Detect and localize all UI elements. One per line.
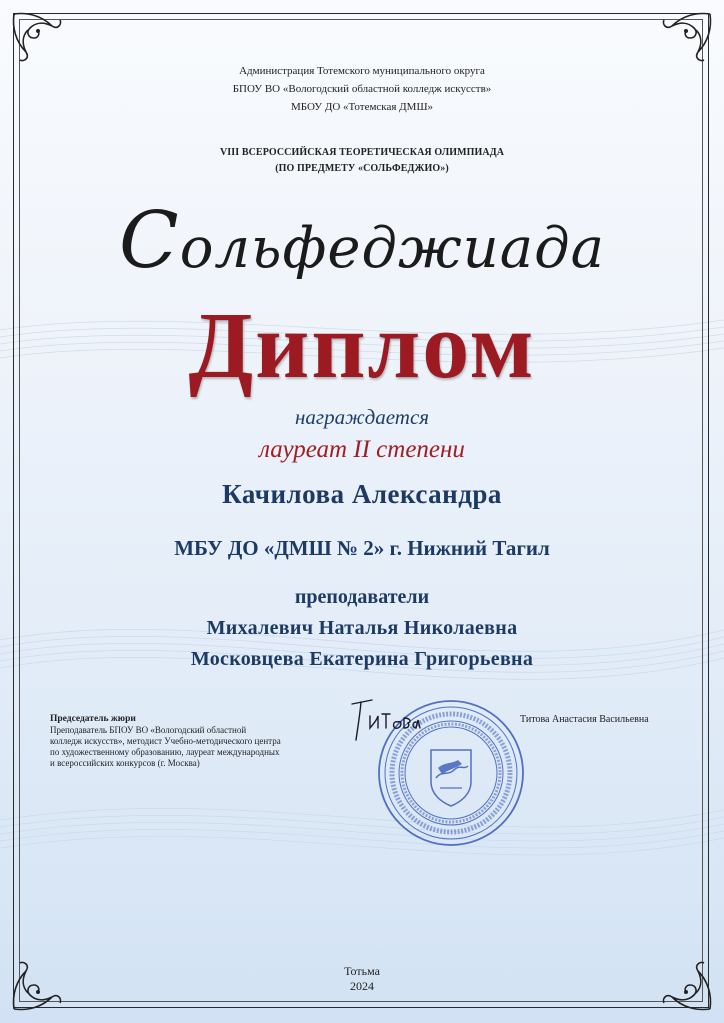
jury-chair-name: Титова Анастасия Васильевна	[520, 714, 649, 725]
jury-description-line: Преподаватель БПОУ ВО «Вологодский областной	[50, 725, 247, 735]
footer	[0, 964, 724, 994]
organizer-line: Администрация Тотемского муниципального округа	[239, 65, 485, 77]
logo-rest: ольфеджиада	[179, 216, 605, 281]
jury-description-line: по художественному образованию, лауреат международных	[50, 747, 280, 757]
diploma-title: Диплом	[188, 294, 536, 398]
teacher-name: Михалевич Наталья Николаевна	[206, 617, 518, 639]
school-name: МБУ ДО «ДМШ № 2» г. Нижний Тагил	[174, 536, 550, 560]
recipient-name: Качилова Александра	[222, 479, 502, 509]
awarded-text: награждается	[294, 405, 430, 429]
footer-year: 2024	[350, 979, 374, 993]
jury-description-line: колледж искусств», методист Учебно-методического центра	[50, 736, 281, 746]
olympiad-title	[0, 145, 724, 177]
teachers-label: преподаватели	[294, 586, 430, 608]
laureate-degree: лауреат II степени	[259, 436, 465, 463]
jury-description-line: и всероссийских конкурсов (г. Москва)	[50, 758, 200, 768]
organizers	[0, 62, 724, 116]
organizer-line: МБОУ ДО «Тотемская ДМШ»	[290, 101, 434, 113]
olympiad-line: VIII ВСЕРОССИЙСКАЯ ТЕОРЕТИЧЕСКАЯ ОЛИМПИАДА	[219, 147, 505, 158]
jury-block	[50, 714, 320, 769]
corner-ornament-icon	[8, 8, 70, 70]
chair-signature-icon	[346, 694, 426, 742]
event-logo-text	[0, 196, 724, 286]
logo-capital: С	[119, 196, 180, 286]
olympiad-line: (ПО ПРЕДМЕТУ «СОЛЬФЕДЖИО»)	[275, 163, 449, 174]
teacher-name: Московцева Екатерина Григорьевна	[190, 648, 534, 670]
organizer-line: БПОУ ВО «Вологодский областной колледж искусств»	[232, 83, 492, 95]
footer-city: Тотьма	[344, 964, 380, 978]
jury-chair-label: Председатель жюри	[50, 714, 136, 724]
corner-ornament-icon	[654, 8, 716, 70]
